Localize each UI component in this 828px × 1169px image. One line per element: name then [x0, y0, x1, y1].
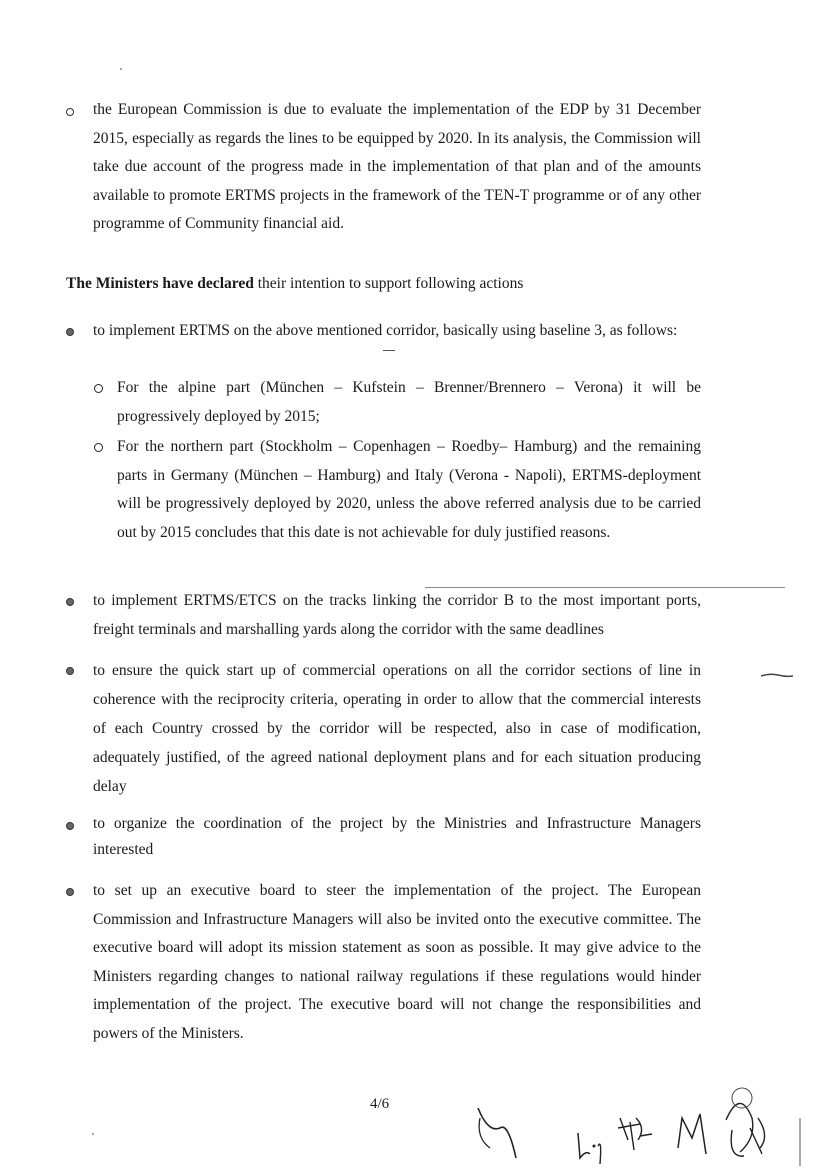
bullet-marker: [66, 328, 74, 336]
ministers-lead: The Ministers have declared: [66, 275, 254, 292]
bullet-marker: [66, 888, 74, 896]
bullet-5-text: to set up an executive board to steer the implementation of the project. The European Commission and Infrastructure Managers will also be invited onto the executive committee. The executive board will adopt its mission statement as soon as possible. It may give advice to the Ministers regarding changes to national railway regulations if these regulations would hinder implementation of the project. The executive board will not change the responsibilities and powers of the Ministers.: [93, 882, 701, 1042]
handwritten-initials: [470, 1078, 810, 1166]
bullet-1-sub-2-text: For the northern part (Stockholm – Copenhagen – Roedby– Hamburg) and the remaining parts in Germany (München – Hamburg) and Italy (Verona - Napoli), ERTMS-deployment will be progressively deployed by 2020, unless the above referred analysis due to be carried out by 2015 concludes that this date is not achievable for duly justified reasons.: [117, 438, 701, 541]
margin-mark: [760, 670, 794, 680]
ministers-rest: their intention to support following actions: [253, 275, 524, 292]
ministers-declaration: [66, 270, 706, 299]
intro-bullet-text: the European Commission is due to evaluate the implementation of the EDP by 31 December 2015, especially as regards the lines to be equipped by 2020. In its analysis, the Commission will take due account of the progress made in the implementation of that plan and of the amounts available to promote ERTMS projects in the framework of the TEN-T programme or of any other programme of Community financial aid.: [93, 101, 701, 232]
scan-speck: [120, 68, 122, 70]
bullet-2-text: to implement ERTMS/ETCS on the tracks linking the corridor B to the most important ports, freight terminals and marshalling yards along the corridor with the same deadlines: [93, 592, 701, 638]
bullet-marker: [66, 667, 74, 675]
bullet-marker: [66, 598, 74, 606]
bullet-4-text: to organize the coordination of the project by the Ministries and Infrastructure Managers interested: [93, 815, 701, 858]
sub-bullet-marker: [94, 384, 103, 393]
bullet-1-sub-1-text: For the alpine part (München – Kufstein – Brenner/Brennero – Verona) it will be progressively deployed by 2015;: [117, 379, 701, 425]
bullet-3-text: to ensure the quick start up of commercial operations on all the corridor sections of line in coherence with the reciprocity criteria, operating in order to allow that the commercial interests of each Country crossed by the corridor will be respected, also in case of modification, adequately justified, of the agreed national deployment plans and for each situation producing delay: [93, 662, 701, 795]
page-number: 4/6: [370, 1096, 390, 1112]
scan-speck: [92, 1133, 94, 1135]
sub-bullet-marker: [94, 443, 103, 452]
bullet-1-text: to implement ERTMS on the above mentioned corridor, basically using baseline 3, as follows:: [93, 322, 678, 339]
bullet-marker: [66, 108, 74, 116]
bullet-marker: [66, 822, 74, 830]
scan-speck: [383, 350, 395, 351]
